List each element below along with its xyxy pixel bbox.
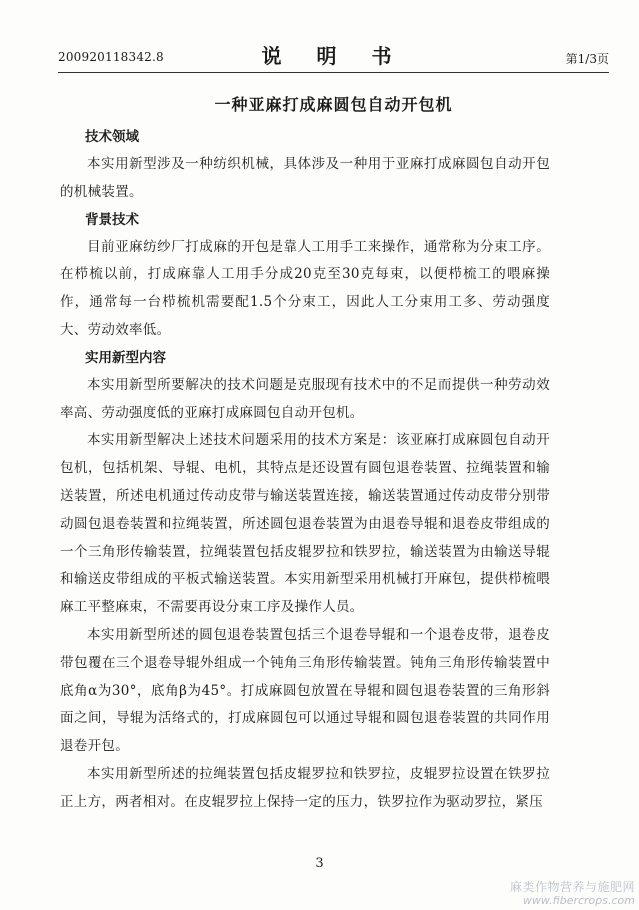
paragraph-content-4: 本实用新型所述的拉绳装置包括皮辊罗拉和铁罗拉，皮辊罗拉设置在铁罗拉正上方，两者相对。在皮辊罗拉上保持一定的压力，铁罗拉作为驱动罗拉，紧压 — [60, 765, 550, 810]
page-number: 3 — [315, 856, 324, 871]
paragraph-content-3: 本实用新型所述的圆包退卷装置包括三个退卷导辊和一个退卷皮带，退卷皮带包覆在三个退卷导辊外组成一个钝角三角形传输装置。钝角三角形传输装置中底角α为30°，底角β为45°。打成麻圆包放置在导辊和圆包退卷装置的三角形斜面之间，导辊为活络式的，打成麻圆包可以通过导辊和圆包退卷装置的共同作用退卷开包。 — [60, 626, 550, 755]
watermark-site-name: 麻类作物营养与施肥网 — [509, 880, 635, 894]
page-indicator: 第1/3页 — [565, 52, 609, 66]
header-divider — [58, 72, 609, 73]
document-type-title: 说 明 书 — [261, 44, 406, 68]
site-watermark — [510, 881, 635, 907]
application-number: 200920118342.8 — [58, 50, 164, 64]
page-header — [58, 40, 609, 80]
document-title: 一种亚麻打成麻圆包自动开包机 — [214, 95, 453, 114]
section-heading-content: 实用新型内容 — [85, 349, 166, 366]
paragraph-tech-field: 本实用新型涉及一种纺织机械，具体涉及一种用于亚麻打成麻圆包自动开包的机械装置。 — [60, 156, 550, 200]
section-heading-background: 背景技术 — [85, 211, 139, 228]
watermark-site-url: www.fibercrops.com — [522, 894, 635, 907]
paragraph-content-1: 本实用新型所要解决的技术问题是克服现有技术中的不足而提供一种劳动效率高、劳动强度低的亚麻打成麻圆包自动开包机。 — [60, 376, 550, 421]
paragraph-background: 目前亚麻纺纱厂打成麻的开包是靠人工用手工来操作，通常称为分束工序。在栉梳以前，打成麻靠人工用手分成20克至30克每束，以便栉梳工的喂麻操作，通常每一台栉梳机需要配1.5个分束工，因此人工分束用工多、劳动强度大、劳动效率低。 — [60, 238, 550, 338]
document-body — [60, 124, 550, 817]
paragraph-content-2: 本实用新型解决上述技术问题采用的技术方案是：该亚麻打成麻圆包自动开包机，包括机架、导辊、电机，其特点是还设置有圆包退卷装置、拉绳装置和输送装置，所述电机通过传动皮带与输送装置连接，输送装置通过传动皮带分别带动圆包退卷装置和拉绳装置，所述圆包退卷装置为由退卷导辊和退卷皮带组成的一个三角形传输装置，拉绳装置包括皮辊罗拉和铁罗拉，输送装置为由输送导辊和输送皮带组成的平板式输送装置。本实用新型采用机械打开麻包，提供栉梳喂麻工平整麻束，不需要再设分束工序及操作人员。 — [60, 432, 550, 616]
section-heading-tech-field: 技术领域 — [85, 129, 139, 145]
